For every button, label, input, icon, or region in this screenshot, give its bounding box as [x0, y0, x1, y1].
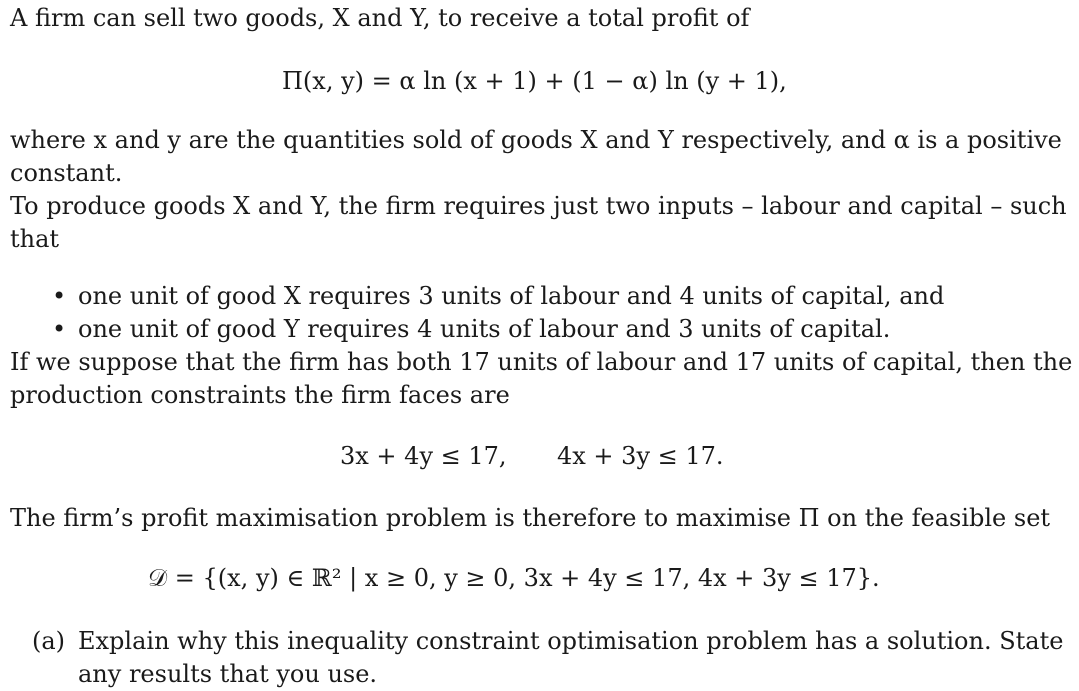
bullet-marker: • [52, 282, 67, 310]
question-a-line-1: Explain why this inequality constraint optimisation problem has a solution. State [78, 627, 1064, 655]
inputs-description-line-2: that [10, 225, 60, 253]
inputs-description-line-1: To produce goods X and Y, the firm requires just two inputs – labour and capital – such [10, 192, 1067, 220]
maximisation-statement: The firm’s profit maximisation problem is therefore to maximise Π on the feasible set [10, 504, 1051, 532]
bullet-good-x: one unit of good X requires 3 units of labour and 4 units of capital, and [78, 282, 945, 310]
intro-text: A firm can sell two goods, X and Y, to receive a total profit of [10, 4, 750, 32]
variables-description-line-1: where x and y are the quantities sold of goods X and Y respectively, and α is a positive [10, 126, 1062, 154]
capital-constraint: 4x + 3y ≤ 17. [557, 442, 724, 470]
bullet-good-y: one unit of good Y requires 4 units of labour and 3 units of capital. [78, 315, 891, 343]
constraints-intro-line-2: production constraints the firm faces are [10, 381, 510, 409]
question-a-label: (a) [32, 627, 66, 655]
feasible-set-definition: 𝒟 = {(x, y) ∈ ℝ² | x ≥ 0, y ≥ 0, 3x + 4y ≤ 17, 4x + 3y ≤ 17}. [148, 564, 880, 592]
profit-equation: Π(x, y) = α ln (x + 1) + (1 − α) ln (y + 1), [282, 67, 787, 95]
variables-description-line-2: constant. [10, 159, 123, 187]
constraints-intro-line-1: If we suppose that the firm has both 17 units of labour and 17 units of capital, then the [10, 348, 1073, 376]
labour-constraint: 3x + 4y ≤ 17, [340, 442, 507, 470]
question-a-line-2: any results that you use. [78, 660, 378, 688]
bullet-marker: • [52, 315, 67, 343]
